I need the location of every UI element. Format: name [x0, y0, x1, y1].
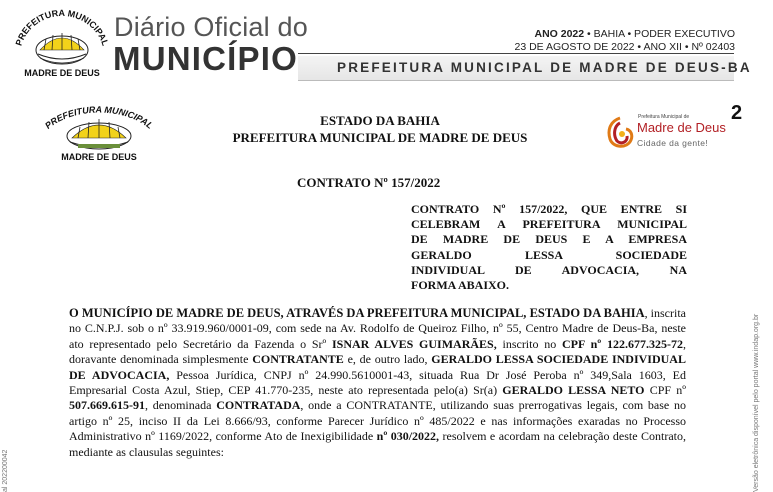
- gazette-name-line2: MUNICÍPIO: [113, 40, 298, 77]
- logo-city-name: Madre de Deus: [637, 120, 726, 135]
- contract-title: CONTRATO Nº 157/2022: [297, 175, 441, 190]
- preamble-line: CELEBRAM A PREFEITURA MUNICIPAL: [411, 217, 687, 232]
- body-segment: , inscrita no C.N.P.J. sob o nº 33.919.960/0001-09, com sede na Av. Rodolfo de Queiroz Filho, nº 55, Centro Madre de Deus-Ba, neste ato representado pelo Secretário da Fazenda o Srº: [69, 306, 687, 351]
- body-segment: , doravante denominada simplesmente: [69, 336, 686, 367]
- body-segment: CPF nº 122.677.325-72: [561, 336, 683, 351]
- body-segment: resolvem e acordam na celebração deste Contrato, mediante as clausulas seguintes:: [69, 429, 687, 459]
- edition-date: 23 DE AGOSTO DE 2022 • ANO XII • Nº 02403: [514, 41, 735, 53]
- header-rule: [298, 53, 734, 54]
- document-code: al 202200042: [2, 449, 9, 492]
- body-segment: GERALDO LESSA NETO: [502, 383, 645, 398]
- contract-body: [69, 306, 686, 460]
- body-segment: O MUNICÍPIO DE MADRE DE DEUS, ATRAVÉS DA PREFEITURA MUNICIPAL, ESTADO DA BAHIA: [69, 306, 645, 320]
- body-segment: Pessoa Jurídica, CNPJ nº 24.990.5610001-43, situada Rua Dr José Peroba nº 349,Sala 1603, Ed Empresarial Costa Azul, Stiep, CEP 41.770-235, neste ato representada pelo(a) Sr(a): [69, 367, 686, 398]
- edition-year: ANO 2022: [534, 28, 585, 40]
- preamble-line: GERALDO LESSA SOCIEDADE: [411, 247, 687, 262]
- body-segment: CPF nº: [644, 383, 687, 398]
- page-number: 2: [731, 102, 743, 124]
- header-band: [298, 56, 752, 81]
- body-segment: CONTRATADA: [216, 398, 301, 413]
- letterhead-seal: [30, 100, 168, 164]
- portal-note: Versão eletrônica disponível pelo portal www.indap.org.br: [753, 313, 760, 492]
- prefecture-logo: [604, 113, 726, 153]
- preamble-line: DE MADRE DE DEUS E A EMPRESA: [411, 232, 687, 247]
- prefecture-title: PREFEITURA MUNICIPAL DE MADRE DE DEUS-BA: [337, 60, 752, 75]
- body-segment: inscrito no: [496, 336, 562, 351]
- body-segment: , denominada: [145, 398, 217, 413]
- side-note-left: [0, 420, 12, 492]
- body-segment: nº 030/2022,: [376, 429, 440, 444]
- side-note-right: [751, 260, 763, 492]
- preamble-line: INDIVIDUAL DE ADVOCACIA, NA: [411, 262, 687, 277]
- body-segment: ISNAR ALVES GUIMARÃES,: [331, 336, 497, 351]
- body-segment: , onde a CONTRATANTE, utilizando suas prerrogativas legais, com base no artigo nº 25, inciso II da Lei 8.666/93, conforme Parecer Jurídico nº 485/2022 e nas informações exaradas no Processo Administrativo nº 1169/2022, conforme Ato de Inexigibilidade: [69, 398, 687, 444]
- prefecture-logo-mark: [604, 115, 636, 151]
- body-segment: CONTRATANTE: [252, 352, 344, 367]
- gazette-name-line1: Diário Oficial do: [114, 12, 308, 42]
- logo-caption: Prefeitura Municipal de: [638, 114, 690, 120]
- municipal-seal: [10, 6, 114, 80]
- body-segment: e, de outro lado,: [343, 352, 432, 367]
- letterhead-seal-name: MADRE DE DEUS: [61, 152, 137, 162]
- logo-tagline: Cidade da gente!: [637, 138, 709, 148]
- seal-arc-text: PREFEITURA MUNICIPAL: [13, 7, 111, 48]
- prefecture-name: PREFEITURA MUNICIPAL DE MADRE DE DEUS: [232, 130, 528, 145]
- state-name: ESTADO DA BAHIA: [320, 113, 440, 128]
- body-segment: 507.669.615-91: [69, 398, 145, 413]
- contract-preamble: [411, 202, 687, 293]
- body-segment: GERALDO LESSA SOCIEDADE INDIVIDUAL DE ADVOCACIA,: [69, 352, 686, 382]
- letterhead-seal-arc-text: PREFEITURA MUNICIPAL: [43, 104, 155, 131]
- preamble-line: CONTRATO Nº 157/2022, QUE ENTRE SI: [411, 202, 687, 216]
- edition-info: [514, 28, 735, 54]
- edition-scope: • BAHIA • PODER EXECUTIVO: [584, 28, 735, 40]
- gazette-header: [0, 0, 773, 86]
- seal-name: MADRE DE DEUS: [24, 68, 100, 78]
- preamble-line: FORMA ABAIXO.: [411, 278, 510, 293]
